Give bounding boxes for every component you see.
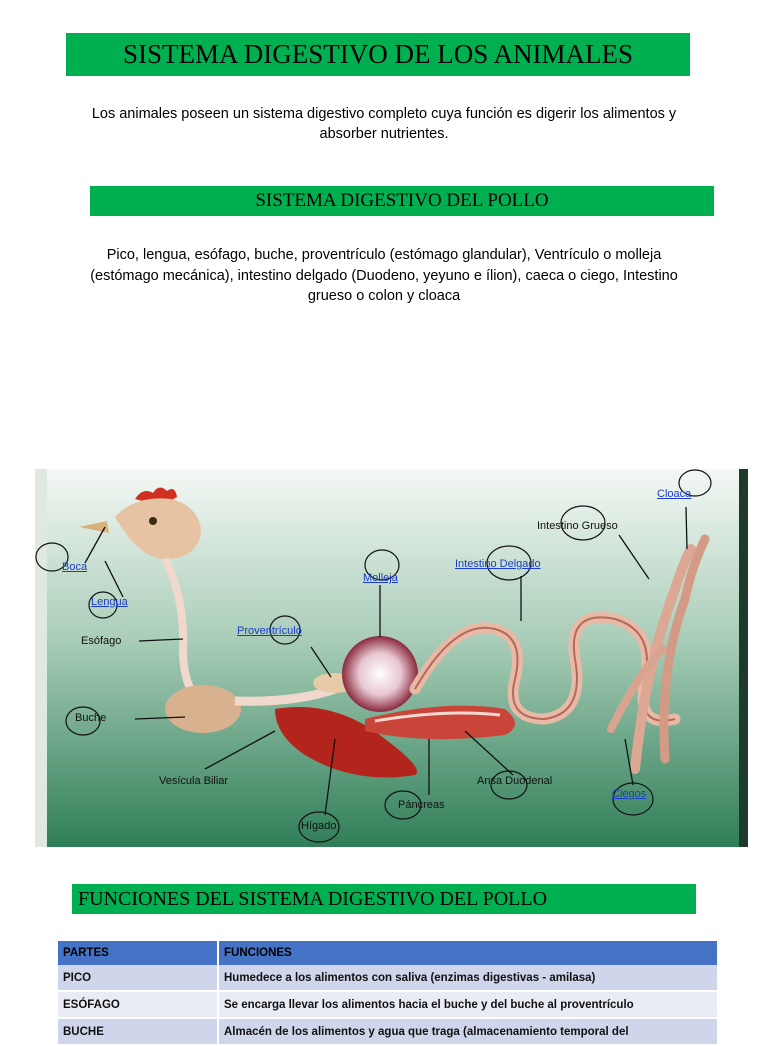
cell-function: Almacén de los alimentos y agua que traga (almacenamiento temporal del bbox=[218, 1018, 718, 1045]
label-proventriculo: Proventrículo bbox=[237, 625, 302, 637]
label-boca: Boca bbox=[62, 561, 88, 573]
cell-function: Se encarga llevar los alimentos hacia el buche y del buche al proventrículo bbox=[218, 991, 718, 1018]
label-cloaca: Cloaca bbox=[657, 488, 692, 500]
table-row bbox=[58, 1018, 718, 1045]
label-vesicula-biliar: Vesícula Biliar bbox=[159, 775, 229, 787]
header-funciones: FUNCIONES bbox=[218, 941, 718, 965]
digestive-system-diagram bbox=[35, 469, 748, 847]
parts-paragraph: Pico, lengua, esófago, buche, proventrículo (estómago glandular), Ventrículo o molleja (estómago mecánica), intestino delgado (Duodeno, yeyuno e ílion), caeca o ciego, Intestino grueso o colon y cloaca bbox=[90, 247, 678, 304]
section-heading-pollo: SISTEMA DIGESTIVO DEL POLLO bbox=[90, 186, 714, 216]
cell-part: ESÓFAGO bbox=[58, 991, 218, 1018]
label-intestino-grueso: Intestino Grueso bbox=[537, 520, 618, 532]
cell-part: PICO bbox=[58, 965, 218, 991]
header-partes: PARTES bbox=[58, 941, 218, 965]
label-ansa-duodenal: Ansa Duodenal bbox=[477, 775, 553, 787]
label-buche: Buche bbox=[75, 712, 107, 724]
label-ciegos: Ciegos bbox=[612, 788, 647, 800]
section-heading-funciones: FUNCIONES DEL SISTEMA DIGESTIVO DEL POLLO bbox=[72, 884, 696, 914]
cell-part: BUCHE bbox=[58, 1018, 218, 1045]
intro-paragraph: Los animales poseen un sistema digestivo completo cuya función es digerir los alimentos y absorber nutrientes. bbox=[91, 106, 677, 142]
label-higado: Hígado bbox=[301, 820, 337, 832]
cell-function: Humedece a los alimentos con saliva (enzimas digestivas - amilasa) bbox=[218, 965, 718, 991]
label-pancreas: Páncreas bbox=[398, 799, 445, 811]
functions-table bbox=[58, 941, 719, 1046]
label-molleja: Molleja bbox=[363, 572, 398, 584]
label-esofago: Esófago bbox=[81, 635, 122, 647]
table-row bbox=[58, 965, 718, 991]
label-intestino-delgado: Intestino Delgado bbox=[455, 558, 541, 570]
page-title: SISTEMA DIGESTIVO DE LOS ANIMALES bbox=[66, 33, 690, 76]
table-header-row bbox=[58, 941, 718, 965]
table-row bbox=[58, 991, 718, 1018]
label-lengua: Lengua bbox=[91, 596, 128, 608]
